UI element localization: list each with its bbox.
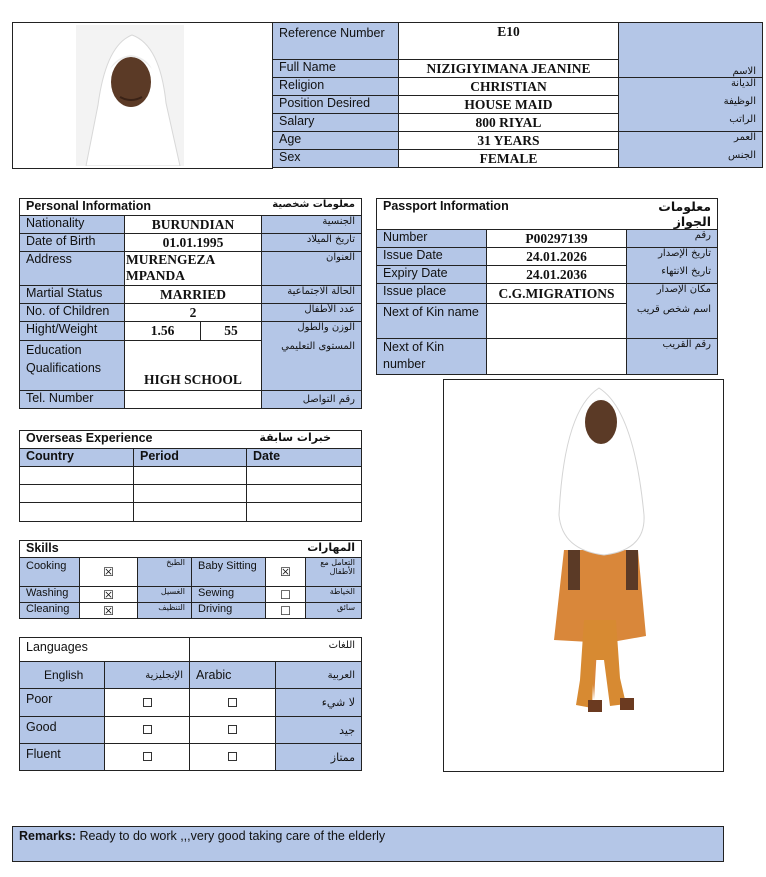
skill-cleaning-ar: التنظيف [138, 603, 192, 619]
tel-label: Tel. Number [20, 391, 125, 409]
remarks-label: Remarks: [19, 829, 76, 843]
age-ar: العمر [619, 132, 763, 150]
overseas-cell [20, 485, 134, 503]
passport-number-ar: رقم [627, 230, 718, 248]
expiry-date-ar: تاريخ الانتهاء [627, 266, 718, 284]
checkbox-mark: ☒ [280, 565, 291, 579]
position-value: HOUSE MAID [399, 96, 619, 114]
kin-name-value [487, 304, 627, 339]
lang-english-good-checkbox[interactable] [105, 717, 190, 744]
lang-good-label: Good [20, 717, 105, 744]
salary-label: Salary [273, 114, 399, 132]
marital-value: MARRIED [125, 286, 262, 304]
checkbox-mark: ☒ [103, 565, 114, 579]
position-label: Position Desired [273, 96, 399, 114]
skill-driving-checkbox[interactable] [266, 603, 306, 619]
lang-arabic-label: Arabic [190, 662, 276, 689]
languages-title-ar: اللغات [190, 638, 362, 662]
checkbox-mark: ☒ [103, 587, 114, 602]
skill-cleaning-checkbox[interactable] [80, 603, 138, 619]
lang-poor-ar: لا شيء [276, 689, 362, 717]
header-ar-cell-1 [619, 23, 763, 78]
lang-english-fluent-checkbox[interactable] [105, 744, 190, 771]
children-label: No. of Children [20, 304, 125, 322]
dob-ar: تاريخ الميلاد [262, 234, 362, 252]
remarks-text: Ready to do work ,,,very good taking care of the elderly [75, 829, 386, 843]
dob-value: 01.01.1995 [125, 234, 262, 252]
religion-value: CHRISTIAN [399, 78, 619, 96]
kin-name-ar: اسم شخص قريب [627, 304, 718, 339]
passport-number-value: P00297139 [487, 230, 627, 248]
languages-title: Languages [20, 638, 190, 662]
lang-fluent-label: Fluent [20, 744, 105, 771]
lang-good-ar: جيد [276, 717, 362, 744]
sex-label: Sex [273, 150, 399, 168]
children-ar: عدد الأطفال [262, 304, 362, 322]
lang-arabic-fluent-checkbox[interactable] [190, 744, 276, 771]
passport-title-ar: معلومات الجواز [627, 199, 718, 230]
skill-baby-label: Baby Sitting [192, 558, 266, 587]
skill-washing-ar: الغسيل [138, 587, 192, 603]
overseas-cell [134, 485, 247, 503]
expiry-date-label: Expiry Date [377, 266, 487, 284]
nationality-ar: الجنسية [262, 216, 362, 234]
overseas-cell [20, 503, 134, 522]
checkbox-mark: ☒ [103, 603, 114, 618]
religion-label: Religion [273, 78, 399, 96]
skill-driving-ar: سائق [306, 603, 362, 619]
address-ar: العنوان [262, 252, 362, 286]
hw-ar: الوزن والطول [262, 322, 362, 341]
expiry-date-value: 24.01.2036 [487, 266, 627, 284]
passport-number-label: Number [377, 230, 487, 248]
checkbox-mark: ☐ [280, 587, 291, 602]
header-table [272, 22, 763, 168]
full-body-photo [443, 379, 724, 772]
skill-sewing-label: Sewing [192, 587, 266, 603]
kin-number-label: Next of Kin number [377, 339, 487, 375]
lang-poor-label: Poor [20, 689, 105, 717]
overseas-cell [247, 503, 362, 522]
position-ar: الوظيفة [619, 96, 763, 114]
lang-fluent-ar: ممتاز [276, 744, 362, 771]
age-value: 31 YEARS [399, 132, 619, 150]
issue-place-label: Issue place [377, 284, 487, 304]
skills-table [19, 540, 362, 619]
issue-date-value: 24.01.2026 [487, 248, 627, 266]
overseas-col-date: Date [247, 449, 362, 467]
marital-ar: الحالة الاجتماعية [262, 286, 362, 304]
passport-info-table [376, 198, 718, 375]
skill-sewing-checkbox[interactable] [266, 587, 306, 603]
dob-label: Date of Birth [20, 234, 125, 252]
skill-cooking-label: Cooking [20, 558, 80, 587]
religion-ar: الديانة [619, 78, 763, 96]
lang-english-ar: الإنجليزية [105, 662, 190, 689]
lang-arabic-ar: العربية [276, 662, 362, 689]
overseas-cell [134, 467, 247, 485]
education-value: HIGH SCHOOL [125, 341, 262, 391]
height-value: 1.56 [125, 322, 201, 341]
nationality-label: Nationality [20, 216, 125, 234]
issue-place-ar: مكان الإصدار [627, 284, 718, 304]
overseas-cell [134, 503, 247, 522]
age-label: Age [273, 132, 399, 150]
tel-ar: رقم التواصل [262, 391, 362, 409]
overseas-title-ar: خبرات سابقة [247, 431, 362, 449]
hw-label: Hight/Weight [20, 322, 125, 341]
overseas-col-country: Country [20, 449, 134, 467]
passport-title: Passport Information [377, 199, 627, 230]
education-label: Education Qualifications [20, 341, 125, 391]
kin-name-label: Next of Kin name [377, 304, 487, 339]
remarks-box [12, 826, 724, 862]
overseas-title: Overseas Experience [20, 431, 247, 449]
lang-english-poor-checkbox[interactable] [105, 689, 190, 717]
tel-value [125, 391, 262, 409]
education-ar: المستوى التعليمي [262, 341, 362, 391]
overseas-col-period: Period [134, 449, 247, 467]
overseas-cell [20, 467, 134, 485]
reference-label: Reference Number [273, 23, 399, 60]
children-value: 2 [125, 304, 262, 322]
full-name-label: Full Name [273, 60, 399, 78]
languages-table [19, 637, 362, 771]
full-name-ar: الاسم [732, 66, 756, 77]
skill-sewing-ar: الخياطة [306, 587, 362, 603]
issue-date-label: Issue Date [377, 248, 487, 266]
issue-place-value: C.G.MIGRATIONS [487, 284, 627, 304]
skill-washing-label: Washing [20, 587, 80, 603]
full-name-value: NIZIGIYIMANA JEANINE [399, 60, 619, 78]
marital-label: Martial Status [20, 286, 125, 304]
overseas-cell [247, 485, 362, 503]
lang-english-label: English [20, 662, 105, 689]
skill-cooking-ar: الطبخ [138, 558, 192, 587]
kin-number-value [487, 339, 627, 375]
kin-number-ar: رقم القريب [627, 339, 718, 375]
skills-title: Skills [20, 541, 192, 558]
issue-date-ar: تاريخ الإصدار [627, 248, 718, 266]
lang-arabic-poor-checkbox[interactable] [190, 689, 276, 717]
weight-value: 55 [201, 322, 262, 341]
header-photo-frame [12, 22, 273, 169]
skill-baby-checkbox[interactable] [266, 558, 306, 587]
personal-info-table [19, 198, 362, 409]
address-label: Address [20, 252, 125, 286]
skill-driving-label: Driving [192, 603, 266, 619]
overseas-table [19, 430, 362, 522]
personal-title: Personal Information [20, 199, 201, 216]
skills-title-ar: المهارات [192, 541, 362, 558]
lang-arabic-good-checkbox[interactable] [190, 717, 276, 744]
sex-value: FEMALE [399, 150, 619, 168]
salary-ar: الراتب [619, 114, 763, 132]
nationality-value: BURUNDIAN [125, 216, 262, 234]
skill-washing-checkbox[interactable] [80, 587, 138, 603]
reference-value: E10 [399, 23, 619, 60]
personal-title-ar: معلومات شخصية [201, 199, 362, 216]
checkbox-mark: ☐ [280, 603, 291, 618]
skill-cleaning-label: Cleaning [20, 603, 80, 619]
sex-ar: الجنس [619, 150, 763, 168]
overseas-cell [247, 467, 362, 485]
skill-baby-ar: التعامل مع الأطفال [306, 558, 362, 587]
salary-value: 800 RIYAL [399, 114, 619, 132]
address-value: MURENGEZA MPANDA [125, 252, 262, 286]
skill-cooking-checkbox[interactable] [80, 558, 138, 587]
